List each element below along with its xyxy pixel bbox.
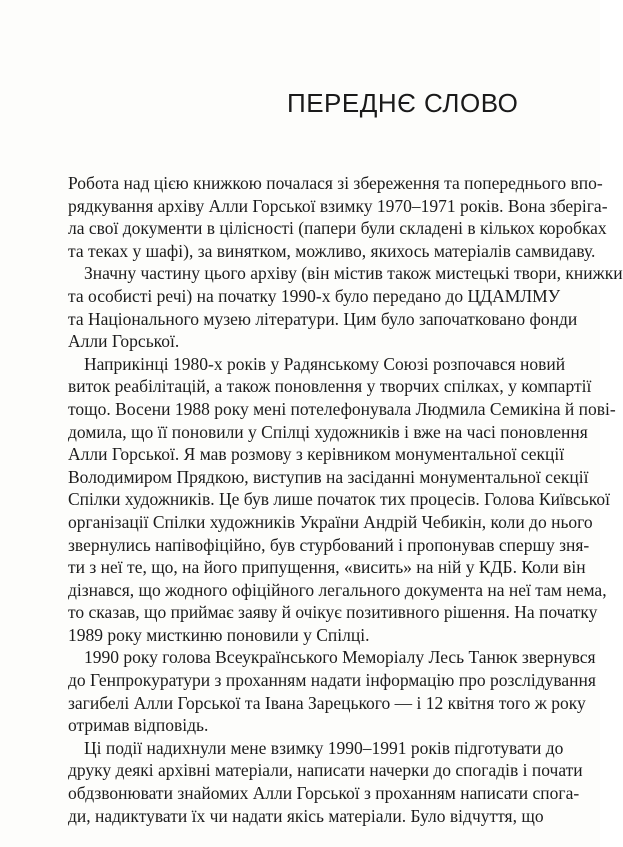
text-line: та особисті речі) на початку 1990-х було передано до ЦДАМЛМУ bbox=[68, 285, 561, 306]
text-line: Ці події надихнули мене взимку 1990–1991 років підготувати до bbox=[84, 737, 564, 758]
text-line: Володимиром Прядкою, виступив на засіданні монументальної секції bbox=[68, 466, 589, 487]
paragraph-5 bbox=[68, 737, 583, 827]
text-line: до Генпрокуратури з проханням надати інформацію про розслідування bbox=[68, 670, 596, 691]
text-line: Значну частину цього архіву (він містив також мистецькі твори, книжки bbox=[84, 263, 623, 284]
text-line: Спілки художників. Це був лише початок тих процесів. Голова Київської bbox=[68, 489, 610, 510]
text-line: звернулись напівофіційно, був стурбований і пропонував спершу зня- bbox=[68, 534, 590, 555]
paragraph-1 bbox=[68, 172, 608, 262]
chapter-heading: ПЕРЕДНЄ СЛОВО bbox=[287, 88, 519, 118]
text-line: ла свої документи в цілісності (папери були складені в кількох коробках bbox=[68, 218, 607, 239]
text-line: дізнався, що жодного офіційного легального документа на неї там нема, bbox=[68, 579, 607, 600]
text-line: ти з неї те, що, на його припущення, «висить» на ній у КДБ. Коли він bbox=[68, 557, 586, 578]
text-line: 1990 року голова Всеукраїнського Меморіалу Лесь Танюк звернувся bbox=[84, 647, 596, 668]
text-line: Алли Горської. bbox=[68, 331, 180, 352]
text-line: рядкування архіву Алли Горської взимку 1970–1971 років. Вона зберіга- bbox=[68, 195, 608, 216]
text-line: організації Спілки художників України Андрій Чебикін, коли до нього bbox=[68, 511, 593, 532]
paragraph-2 bbox=[68, 262, 623, 352]
text-line: обдзвонювати знайомих Алли Горської з проханням написати спога- bbox=[68, 783, 580, 804]
text-line: Наприкінці 1980-х років у Радянському Союзі розпочався новий bbox=[84, 353, 566, 374]
text-line: загибелі Алли Горської та Івана Зарецького — і 12 квітня того ж року bbox=[68, 692, 586, 713]
text-line: домила, що її поновили у Спілці художників і вже на часі поновлення bbox=[68, 421, 588, 442]
paragraph-4 bbox=[68, 646, 596, 736]
text-line: та теках у шафі), за винятком, можливо, якихось матеріалів самвидаву. bbox=[68, 240, 596, 261]
body-text bbox=[68, 172, 623, 827]
text-line: 1989 року мисткиню поновили у Спілці. bbox=[68, 624, 370, 645]
text-line: Робота над цією книжкою почалася зі збереження та попереднього впо- bbox=[68, 173, 603, 193]
text-line: Алли Горської. Я мав розмову з керівником монументальної секції bbox=[68, 444, 565, 465]
text-line: отримав відповідь. bbox=[68, 715, 209, 736]
text-line: то сказав, що приймає заяву й очікує позитивного рішення. На початку bbox=[68, 602, 598, 623]
text-line: та Національного музею літератури. Цим було започатковано фонди bbox=[68, 308, 578, 329]
text-line: друку деякі архівні матеріали, написати начерки до спогадів і почати bbox=[68, 760, 583, 781]
text-line: ди, надиктувати їх чи надати якісь матеріали. Було відчуття, що bbox=[68, 805, 544, 826]
text-line: виток реабілітацій, а також поновлення у творчих спілках, у компартії bbox=[68, 376, 592, 397]
paragraph-3 bbox=[68, 353, 616, 647]
text-line: тощо. Восени 1988 року мені потелефонувала Людмила Семикіна й пові- bbox=[68, 398, 616, 419]
